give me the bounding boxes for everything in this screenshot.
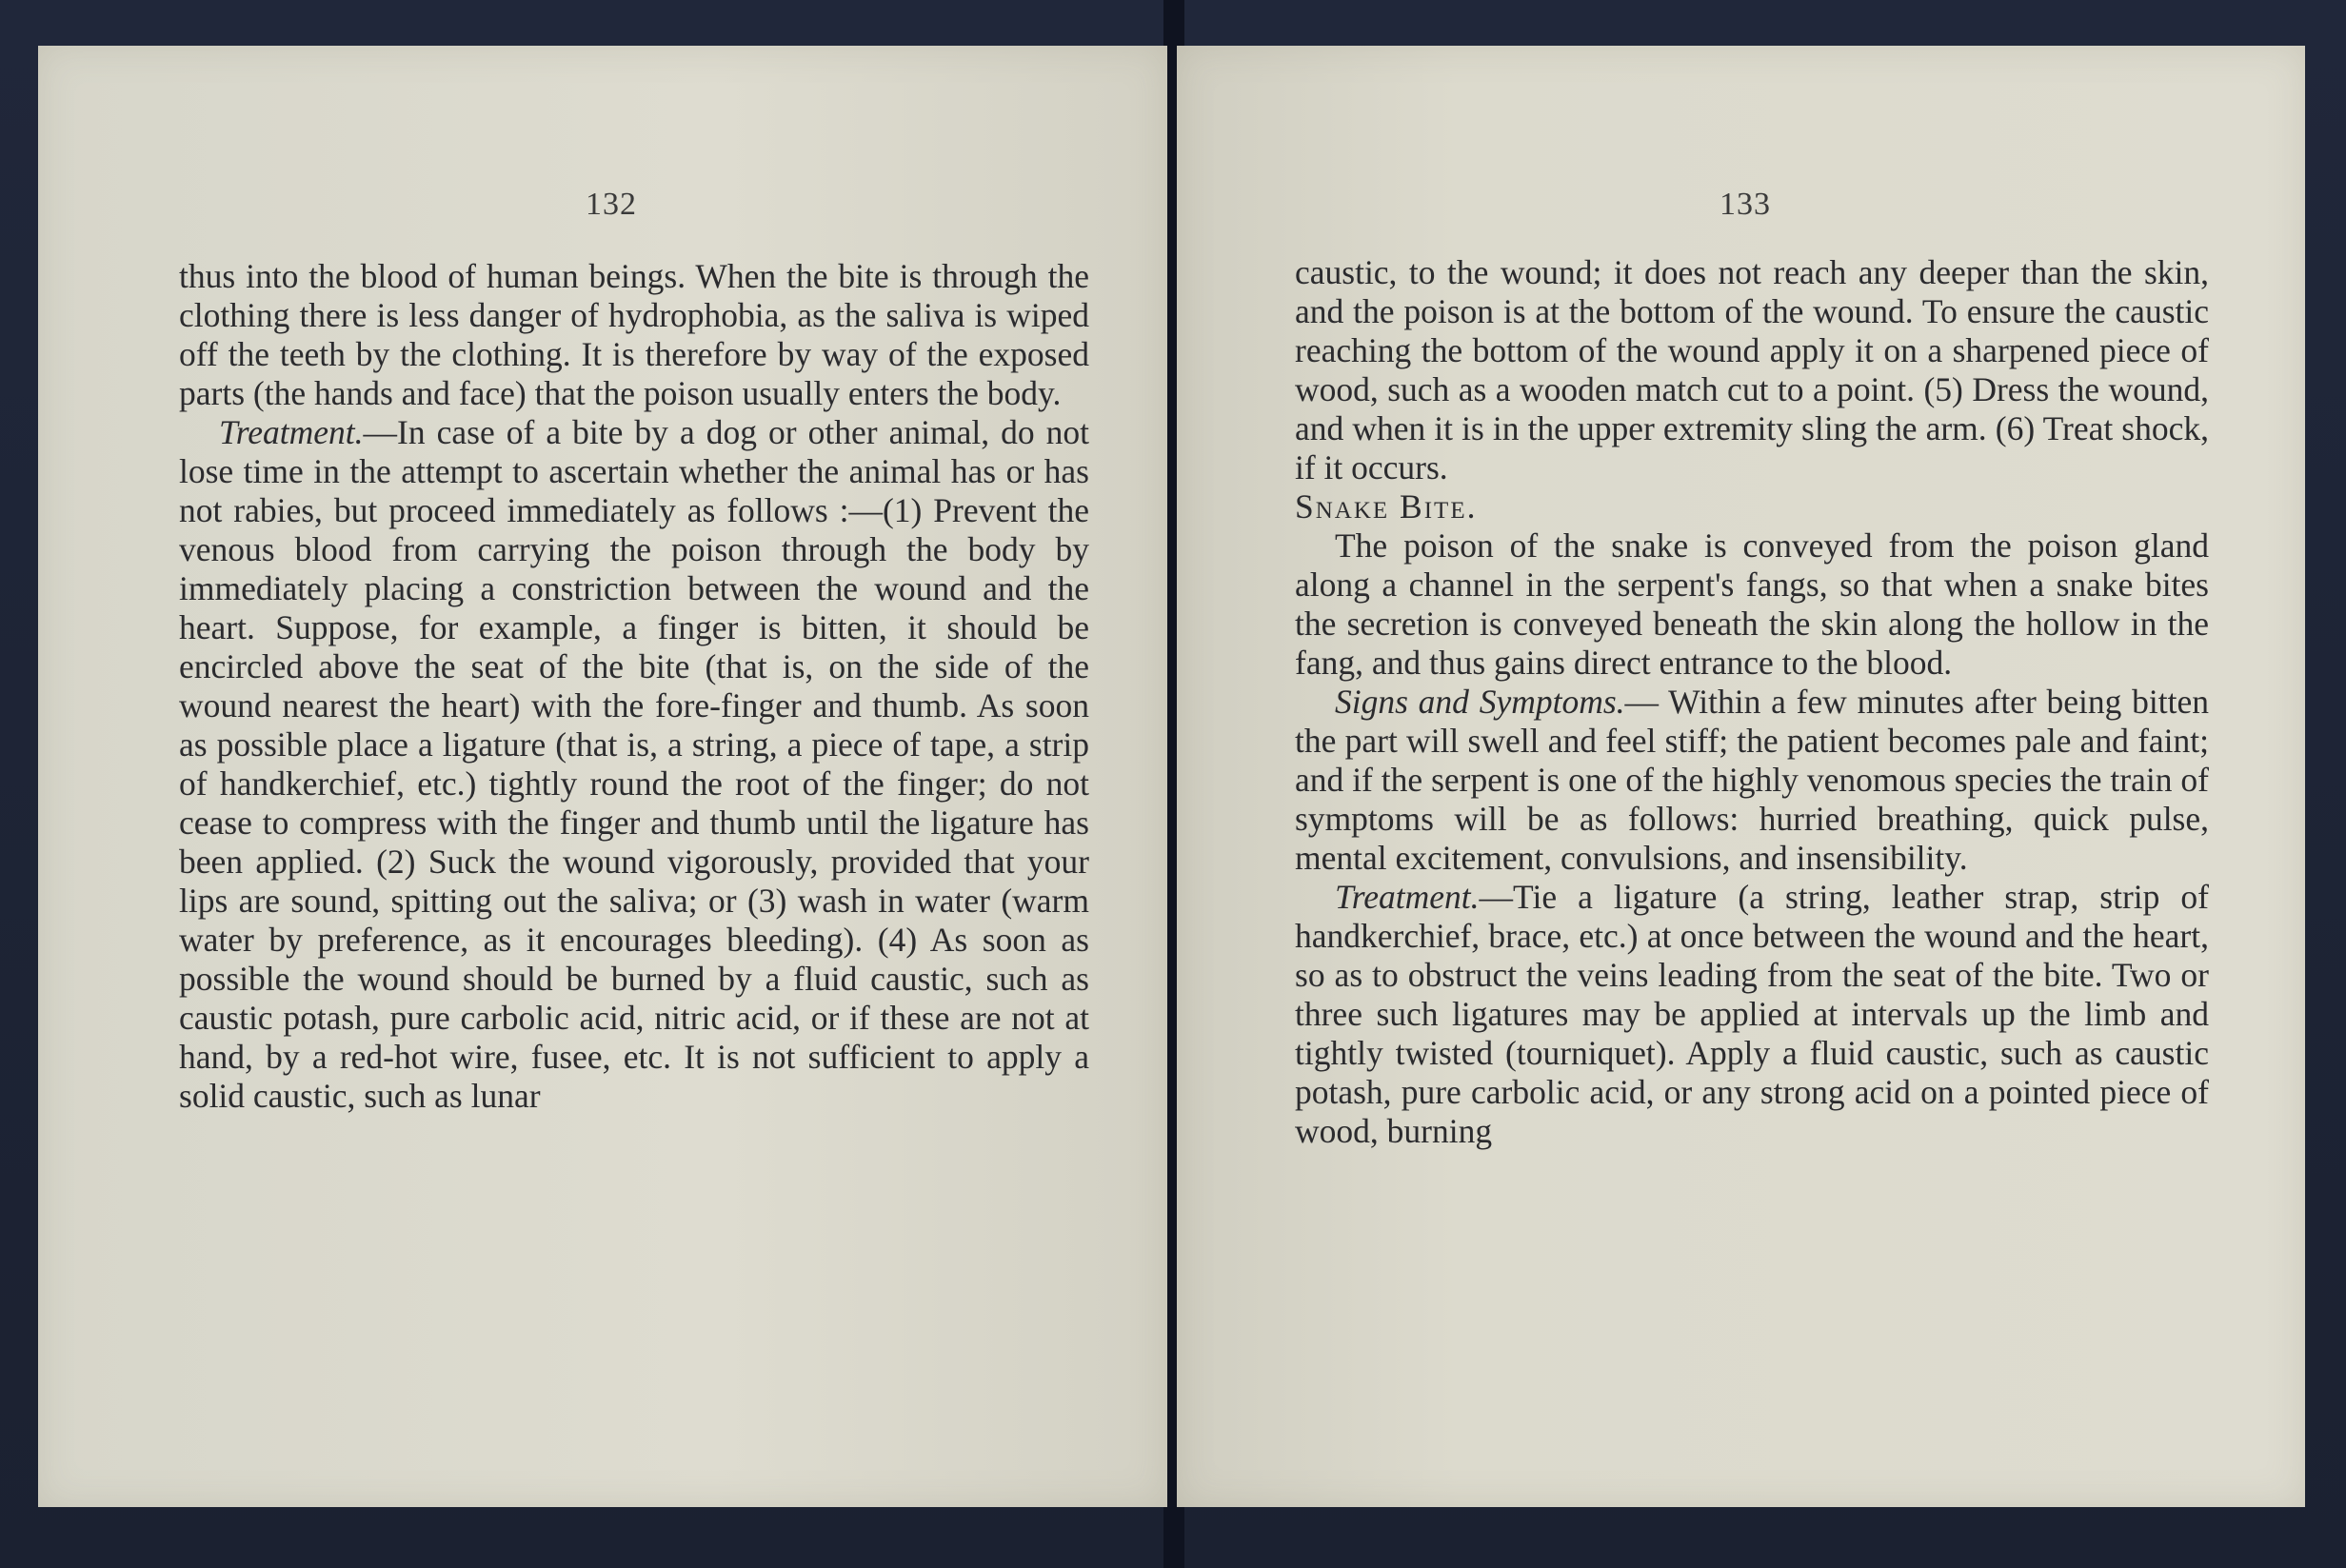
left-paragraph-2 bbox=[179, 413, 1089, 1116]
left-page bbox=[38, 46, 1167, 1507]
snake-treatment-paragraph bbox=[1295, 878, 2209, 1151]
page-number-left: 132 bbox=[586, 187, 637, 222]
left-paragraph-1-text: thus into the blood of human beings. When the bite is through the clothing there is less danger of hydrophobia, as the saliva is wiped off the teeth by the clothing. It is therefore by way of the exposed parts (the hands and face) that the poison usually enters the body. bbox=[179, 257, 1089, 412]
right-page bbox=[1177, 46, 2305, 1507]
snake-treatment-text: —Tie a ligature (a string, leather strap, strip of handkerchief, brace, etc.) at once between the wound and the heart, so as to obstruct the veins leading from the seat of the bite. Two or three such ligatures may be applied at intervals up the limb and tightly twisted (tourniquet). Apply a fluid caustic, such as caustic potash, pure carbolic acid, or any strong acid on a pointed piece of wood, burning bbox=[1295, 878, 2209, 1150]
treatment-lead-right: Treatment. bbox=[1335, 878, 1480, 916]
snake-poison-paragraph: The poison of the snake is conveyed from the poison gland along a channel in the serpent's fangs, so that when a snake bites the secretion is conveyed beneath the skin along the hollow in the fang, and thus gains direct entrance to the blood. bbox=[1295, 526, 2209, 682]
treatment-lead-left: Treatment. bbox=[219, 413, 364, 451]
left-page-body bbox=[179, 257, 1089, 1116]
right-intro-paragraph: caustic, to the wound; it does not reach any deeper than the skin, and the poison is at the bottom of the wound. To ensure the caustic reaching the bottom of the wound apply it on a sharpened piece of wood, such as a wooden match cut to a point. (5) Dress the wound, and when it is in the upper extremity sling the arm. (6) Treat shock, if it occurs. bbox=[1295, 253, 2209, 486]
left-paragraph-1 bbox=[179, 257, 1089, 413]
section-heading-snake-bite: Snake Bite. bbox=[1295, 487, 1478, 526]
page-number-right: 133 bbox=[1720, 187, 1771, 222]
signs-symptoms-lead: Signs and Symptoms. bbox=[1335, 683, 1625, 721]
signs-symptoms-paragraph bbox=[1295, 683, 2209, 878]
right-page-body bbox=[1295, 253, 2209, 1151]
signs-symptoms-text: — Within a few minutes after being bitten the part will swell and feel stiff; the patient becomes pale and faint; and if the serpent is one of the highly venomous species the train of symptoms will be as follows: hurried breathing, quick pulse, mental excitement, convulsions, and insensibility. bbox=[1295, 683, 2209, 877]
left-paragraph-2-text: —In case of a bite by a dog or other animal, do not lose time in the attempt to ascertain whether the animal has or has not rabies, but proceed immediately as follows :—(1) Prevent the venous blood from carrying the poison through the body by immediately placing a constriction between the wound and the heart. Suppose, for example, a finger is bitten, it should be encircled above the seat of the bite (that is, on the side of the wound nearest the heart) with the fore-finger and thumb. As soon as possible place a ligature (that is, a string, a piece of tape, a strip of handkerchief, etc.) tightly round the root of the finger; do not cease to compress with the finger and thumb until the ligature has been applied. (2) Suck the wound vigorously, provided that your lips are sound, spitting out the saliva; or (3) wash in water (warm water by preference, as it encourages bleeding). (4) As soon as possible the wound should be burned by a fluid caustic, such as caustic potash, pure carbolic acid, nitric acid, or if these are not at hand, by a red-hot wire, fusee, etc. It is not sufficient to apply a solid caustic, such as lunar bbox=[179, 413, 1089, 1115]
